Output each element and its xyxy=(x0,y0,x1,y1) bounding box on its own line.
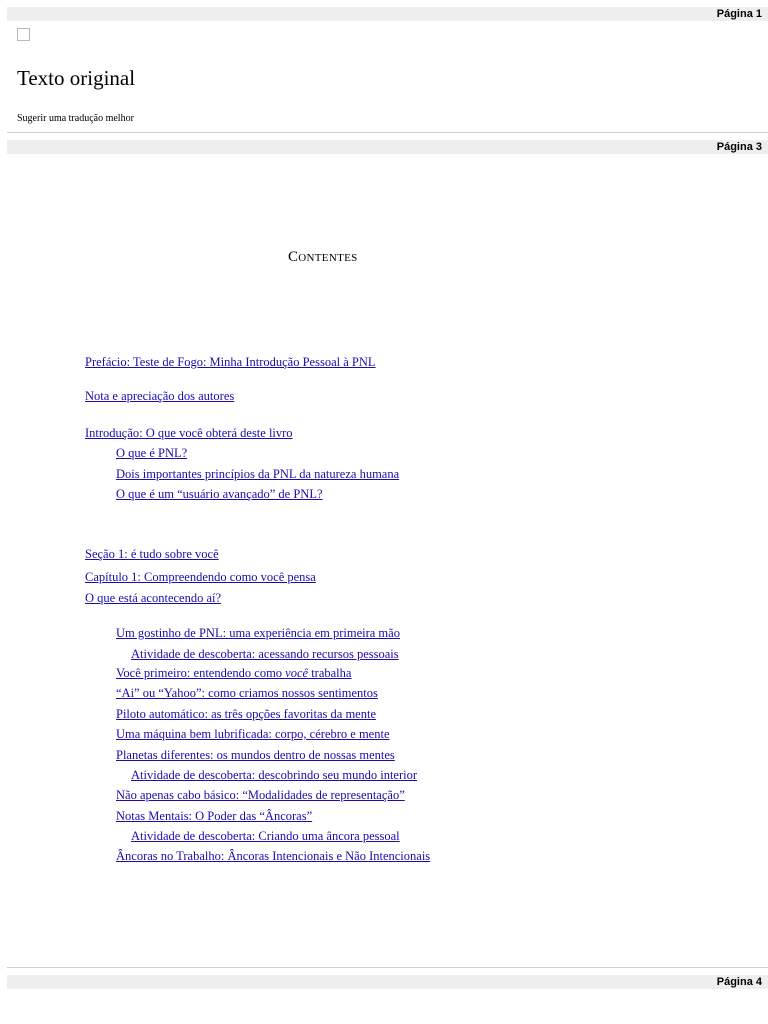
select-checkbox[interactable] xyxy=(17,28,30,41)
toc-item-link[interactable]: Notas Mentais: O Poder das “Âncoras” xyxy=(116,809,313,823)
page-title: Texto original xyxy=(17,66,136,90)
toc-item-link[interactable]: Planetas diferentes: os mundos dentro de nossas mentes xyxy=(116,748,395,762)
toc-item-link[interactable]: Piloto automático: as três opções favoritas da mente xyxy=(116,707,376,721)
page-4-label: Página 4 xyxy=(7,975,768,989)
toc-intro-sub-link[interactable]: Dois importantes princípios da PNL da natureza humana xyxy=(116,467,400,481)
suggest-translation-link[interactable]: Sugerir uma tradução melhor xyxy=(17,113,134,124)
toc-activity-link[interactable]: Atividade de descoberta: acessando recursos pessoais xyxy=(131,647,399,661)
toc-introduction-link[interactable]: Introdução: O que você obterá deste livro xyxy=(85,426,293,440)
divider xyxy=(7,132,768,133)
toc-activity-link[interactable]: Atividade de descoberta: descobrindo seu mundo interior xyxy=(131,768,418,782)
toc-item-link[interactable]: Uma máquina bem lubrificada: corpo, cérebro e mente xyxy=(116,727,390,741)
toc-item-link[interactable]: Não apenas cabo básico: “Modalidades de representação” xyxy=(116,788,405,802)
toc-item-text: Você primeiro: entendendo como xyxy=(116,666,286,680)
toc-section1-link[interactable]: Seção 1: é tudo sobre você xyxy=(85,547,219,561)
toc-chapter1-link[interactable]: Capítulo 1: Compreendendo como você pensa xyxy=(85,570,316,584)
toc-item-link[interactable]: “Ai” ou “Yahoo”: como criamos nossos sentimentos xyxy=(116,686,378,700)
toc-activity-link[interactable]: Atividade de descoberta: Criando uma âncora pessoal xyxy=(131,829,400,843)
toc-item-link[interactable]: Um gostinho de PNL: uma experiência em primeira mão xyxy=(116,626,400,640)
toc-authors-note-link[interactable]: Nota e apreciação dos autores xyxy=(85,389,235,403)
toc-chapter1-sub-link[interactable]: O que está acontecendo aí? xyxy=(85,591,222,605)
toc-item-text-tail: trabalha xyxy=(308,666,352,680)
toc-intro-sub-link[interactable]: O que é um “usuário avançado” de PNL? xyxy=(116,487,323,501)
page-3-label: Página 3 xyxy=(7,140,768,154)
toc-preface-link[interactable]: Prefácio: Teste de Fogo: Minha Introdução Pessoal à PNL xyxy=(85,355,376,369)
toc-item-emphasis: você xyxy=(285,666,309,680)
toc-intro-sub-link[interactable]: O que é PNL? xyxy=(116,446,188,460)
page-1-label: Página 1 xyxy=(7,7,768,21)
toc-item-link[interactable] xyxy=(116,666,351,681)
toc-item-link[interactable]: Âncoras no Trabalho: Âncoras Intencionais e Não Intencionais xyxy=(116,849,431,863)
divider xyxy=(7,967,768,968)
contents-heading: Contentes xyxy=(288,249,358,265)
